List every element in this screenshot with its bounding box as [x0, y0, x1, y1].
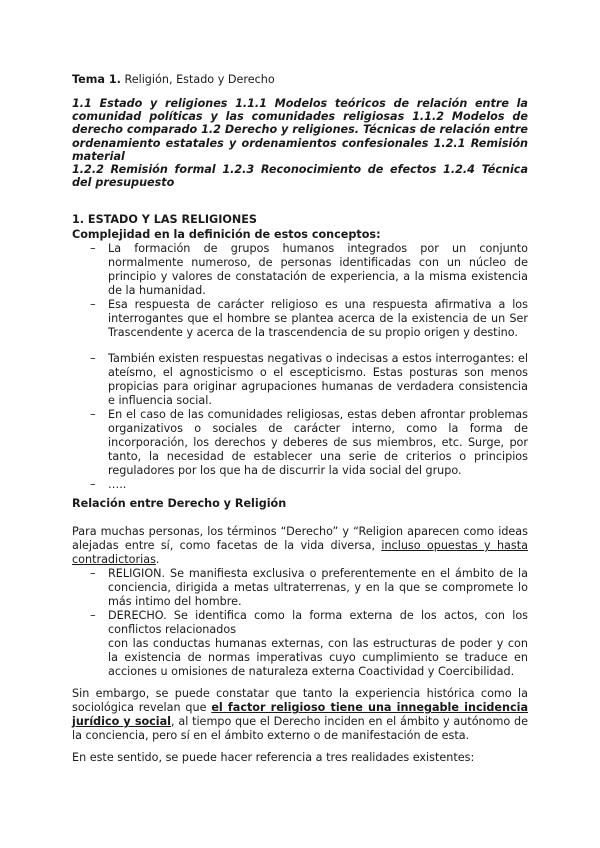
paragraph: En este sentido, se puede hacer referencia a tres realidades existentes: [72, 751, 475, 765]
dash-marker: – [90, 408, 96, 422]
list-item [72, 609, 528, 679]
dash-marker: – [90, 298, 96, 312]
list-item-text: con las conductas humanas externas, con las estructuras de poder y con la existencia de normas imperativas cuyo cumplimiento se traduce en acciones u omisiones de naturaleza externa Coactividad y Coercibilidad. [108, 637, 528, 679]
list-item [72, 478, 528, 492]
list-item-text: RELIGION. Se manifiesta exclusiva o preferentemente en el ámbito de la conciencia, dirigida a metas ultraterrenas, y en la que se compromete lo más intimo del hombre. [108, 567, 528, 609]
list-item-text: ….. [108, 478, 127, 492]
list-item [72, 352, 528, 408]
bullet-list [72, 567, 528, 679]
toc-line: 1.1 Estado y religiones 1.1.1 Modelos teóricos de relación entre la comunidad políticas y las comunidades religiosas 1.1.2 Modelos de derecho comparado 1.2 Derecho y religiones. Técnicas de relación entre ordenamiento estatales y ordenamientos confesionales 1.2.1 Remisión material [72, 97, 528, 163]
list-item [72, 408, 528, 478]
list-item-text: En el caso de las comunidades religiosas, estas deben afrontar problemas organizativos o sociales de carácter interno, como la forma de incorporación, los derechos y deberes de sus miembros, etc. Surge, por tanto, la necesidad de establecer una serie de criterios o principios reguladores por los que ha de discurrir la vida social del grupo. [108, 408, 528, 478]
paragraph [72, 525, 528, 567]
underlined-text: incluso opuestas y hasta contradictorias [72, 539, 528, 567]
title-label: Tema 1. [72, 73, 121, 86]
toc-line: 1.2.2 Remisión formal 1.2.3 Reconocimiento de efectos 1.2.4 Técnica del presupuesto [72, 163, 528, 190]
dash-marker: – [90, 352, 96, 366]
list-item-text: También existen respuestas negativas o indecisas a estos interrogantes: el ateísmo, el agnosticismo o el escepticismo. Estas posturas son menos propicias para originar agrupaciones humanas de verdadera consistencia e influencia social. [108, 352, 528, 408]
document-body [72, 73, 528, 765]
title-text: Religión, Estado y Derecho [124, 73, 275, 86]
paragraph-text: Para muchas personas, los términos “Derecho” y “Religion aparecen como ideas alejadas entre sí, como facetas de la vida diversa, [72, 525, 528, 553]
bullet-list [72, 242, 528, 492]
dash-marker: – [90, 609, 96, 623]
paragraph [72, 687, 528, 743]
dash-marker: – [90, 242, 96, 256]
list-item-text: La formación de grupos humanos integrados por un conjunto normalmente numeroso, de personas identificadas con un núcleo de principio y valores de constatación de experiencia, a la misma existencia de la humanidad. [108, 242, 528, 298]
table-of-contents [72, 97, 528, 189]
page-title [72, 73, 528, 87]
list-item [72, 242, 528, 298]
dash-marker: – [90, 478, 96, 492]
list-item [72, 567, 528, 609]
list-item-text: DERECHO. Se identifica como la forma externa de los actos, con los conflictos relacionados [108, 609, 528, 637]
list-item [72, 298, 528, 340]
paragraph-text: . [155, 553, 160, 567]
dash-marker: – [90, 567, 96, 581]
list-item-text: Esa respuesta de carácter religioso es una respuesta afirmativa a los interrogantes que el hombre se plantea acerca de la existencia de un Ser Trascendente y acerca de la trascendencia de su propio origen y destino. [108, 298, 528, 340]
section-subheading: Complejidad en la definición de estos conceptos: [72, 228, 381, 242]
emphasized-text: el factor religioso tiene una innegable incidencia jurídico y social [72, 701, 528, 729]
section-heading: Relación entre Derecho y Religión [72, 497, 287, 511]
paragraph-text: Sin embargo, se puede constatar que tanto la experiencia histórica como la sociológica revelan que [72, 687, 528, 715]
paragraph-text: , al tiempo que el Derecho inciden en el ámbito y autónomo de la conciencia, pero sí en el ámbito externo o de manifestación de esta. [72, 715, 528, 743]
section-heading: 1. ESTADO Y LAS RELIGIONES [72, 213, 257, 227]
